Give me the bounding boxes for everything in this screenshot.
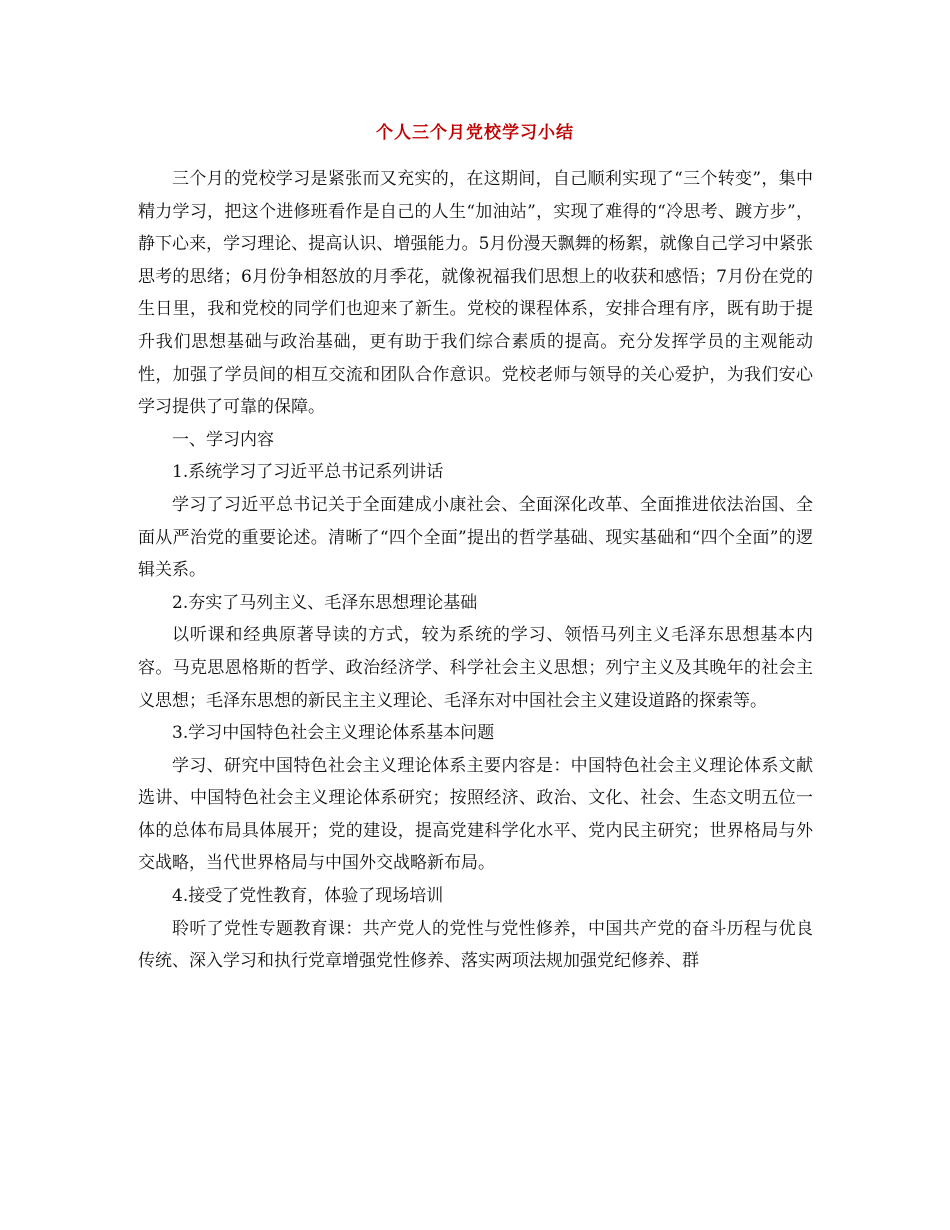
subsection-heading: 1.系统学习了习近平总书记系列讲话 <box>172 462 444 483</box>
paragraph: 以听课和经典原著导读的方式，较为系统的学习、领悟马列主义毛泽东思想基本内容。马克思恩格斯的哲学、政治经济学、科学社会主义思想；列宁主义及其晚年的社会主义思想；毛泽东思想的新民主主义理论、毛泽东对中国社会主义建设道路的探索等。 <box>138 625 813 711</box>
document-title: 个人三个月党校学习小结 <box>376 123 574 143</box>
paragraph: 学习了习近平总书记关于全面建成小康社会、全面深化改革、全面推进依法治国、全面从严治党的重要论述。清晰了“四个全面”提出的哲学基础、现实基础和“四个全面”的逻辑关系。 <box>138 494 813 581</box>
paragraph: 聆听了党性专题教育课：共产党人的党性与党性修养，中国共产党的奋斗历程与优良传统、深入学习和执行党章增强党性修养、落实两项法规加强党纪修养、群 <box>138 918 813 972</box>
subsection-heading: 2.夯实了马列主义、毛泽东思想理论基础 <box>172 592 478 613</box>
subsection-heading: 4.接受了党性教育，体验了现场培训 <box>172 886 444 907</box>
section-heading: 一、学习内容 <box>172 429 274 450</box>
document-body <box>138 163 813 978</box>
paragraph-intro: 三个月的党校学习是紧张而又充实的，在这期间，自己顺利实现了“三个转变”，集中精力学习，把这个进修班看作是自己的人生“加油站”，实现了难得的“冷思考、踱方步”，静下心来，学习理论、提高认识、增强能力。5月份漫天飘舞的杨絮，就像自己学习中紧张思考的思绪；6月份争相怒放的月季花，就像祝福我们思想上的收获和感悟；7月份在党的生日里，我和党校的同学们也迎来了新生。党校的课程体系，安排合理有序，既有助于提升我们思想基础与政治基础，更有助于我们综合素质的提高。充分发挥学员的主观能动性，加强了学员间的相互交流和团队合作意识。党校老师与领导的关心爱护，为我们安心学习提供了可靠的保障。 <box>138 169 813 418</box>
subsection-heading: 3.学习中国特色社会主义理论体系基本问题 <box>172 723 495 744</box>
paragraph: 学习、研究中国特色社会主义理论体系主要内容是：中国特色社会主义理论体系文献选讲、中国特色社会主义理论体系研究；按照经济、政治、文化、社会、生态文明五位一体的总体布局具体展开；党的建设，提高党建科学化水平、党内民主研究；世界格局与外交战略，当代世界格局与中国外交战略新布局。 <box>138 755 813 874</box>
